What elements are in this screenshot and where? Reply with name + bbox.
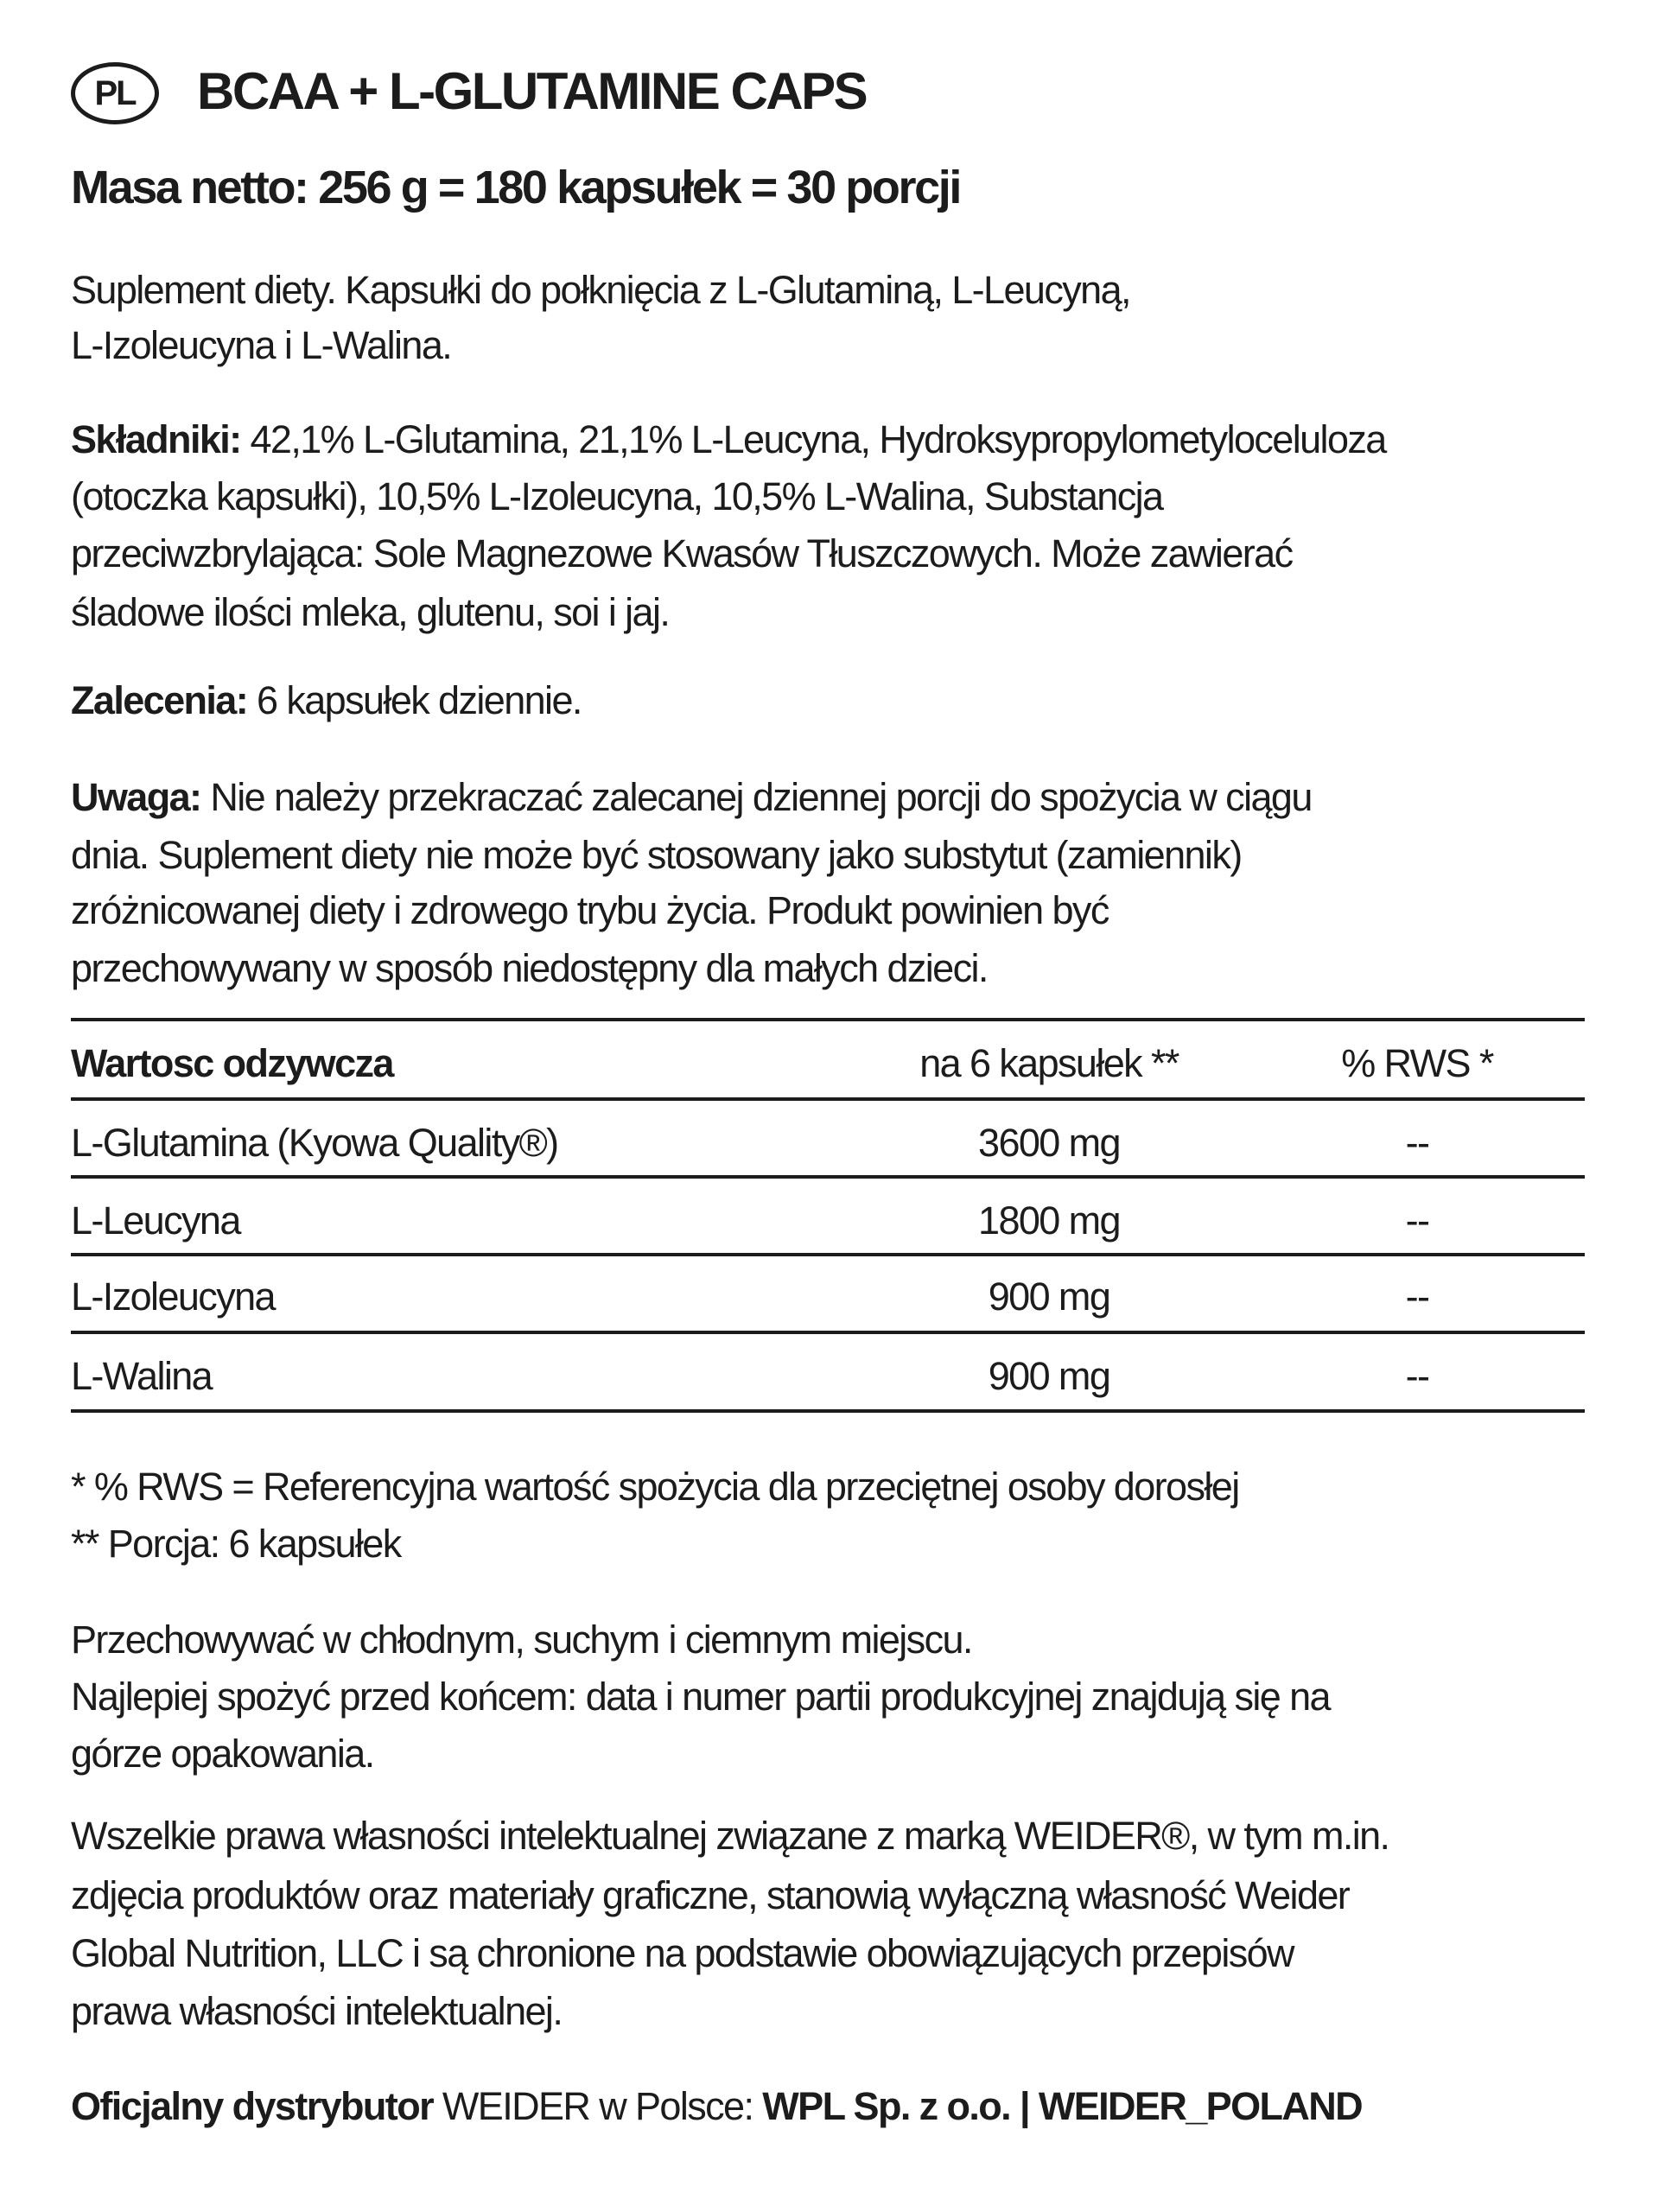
ingredients-label: Składniki:: [71, 417, 241, 461]
rights-line: prawa własności intelektualnej.: [71, 1989, 563, 2033]
rights-line: Global Nutrition, LLC i są chronione na podstawie obowiązujących przepisów: [71, 1931, 1294, 1975]
table-rule: [71, 1409, 1585, 1413]
ingredients-line: przeciwzbrylająca: Sole Magnezowe Kwasów Tłuszczowych. Może zawierać: [71, 531, 1293, 575]
warning-line: zróżnicowanej diety i zdrowego trybu życia. Produkt powinien być: [71, 888, 1109, 932]
net-mass: Masa netto: 256 g = 180 kapsułek = 30 porcji: [71, 162, 960, 213]
language-badge: PL: [71, 62, 159, 124]
warning-text: Nie należy przekraczać zalecanej dziennej porcji do spożycia w ciągu: [200, 775, 1312, 819]
table-header-amount: na 6 kapsułek **: [919, 1041, 1179, 1085]
ingredients-line: [71, 417, 1386, 461]
warning-label: Uwaga:: [71, 775, 201, 819]
table-header-rws: % RWS *: [1341, 1041, 1493, 1085]
rights-line: zdjęcia produktów oraz materiały graficzne, stanowią wyłączną własność Weider: [71, 1873, 1350, 1917]
storage-line: Przechowywać w chłodnym, suchym i ciemnym miejscu.: [71, 1618, 972, 1662]
table-rule: [71, 1253, 1585, 1256]
row-nutrient: L-Glutamina (Kyowa Quality®): [71, 1121, 558, 1165]
warning-line: dnia. Suplement diety nie może być stosowany jako substytut (zamiennik): [71, 833, 1242, 877]
table-rule: [71, 1175, 1585, 1179]
row-rws: --: [1405, 1198, 1429, 1243]
ingredients-line: śladowe ilości mleka, glutenu, soi i jaj.: [71, 590, 670, 634]
row-amount: 900 mg: [988, 1354, 1110, 1398]
product-title: BCAA + L-GLUTAMINE CAPS: [197, 62, 867, 120]
storage-line: Najlepiej spożyć przed końcem: data i numer partii produkcyjnej znajdują się na: [71, 1675, 1330, 1719]
warning-line: [71, 775, 1312, 819]
dosage-text: 6 kapsułek dziennie.: [247, 678, 582, 722]
row-amount: 3600 mg: [978, 1121, 1120, 1165]
row-nutrient: L-Izoleucyna: [71, 1274, 275, 1319]
distributor-name: WPL Sp. z o.o. | WEIDER_POLAND: [762, 2084, 1363, 2128]
intro-line: Suplement diety. Kapsułki do połknięcia z L-Glutaminą, L-Leucyną,: [71, 268, 1130, 312]
row-nutrient: L-Leucyna: [71, 1198, 240, 1243]
table-rule: [71, 1018, 1585, 1021]
ingredients-line: (otoczka kapsułki), 10,5% L-Izoleucyna, 10,5% L-Walina, Substancja: [71, 474, 1163, 518]
footnote: * % RWS = Referencyjna wartość spożycia dla przeciętnej osoby dorosłej: [71, 1465, 1239, 1509]
distributor-label: Oficjalny dystrybutor: [71, 2084, 433, 2128]
row-rws: --: [1405, 1121, 1429, 1165]
dosage-line: [71, 678, 582, 722]
footnote: ** Porcja: 6 kapsułek: [71, 1522, 401, 1566]
distributor-line: [71, 2084, 1363, 2128]
warning-line: przechowywany w sposób niedostępny dla małych dzieci.: [71, 946, 988, 990]
distributor-middle: WEIDER w Polsce:: [433, 2084, 763, 2128]
rights-line: Wszelkie prawa własności intelektualnej związane z marką WEIDER®, w tym m.in.: [71, 1814, 1389, 1858]
table-rule: [71, 1331, 1585, 1334]
table-rule: [71, 1097, 1585, 1101]
row-amount: 900 mg: [988, 1274, 1110, 1319]
row-rws: --: [1405, 1354, 1429, 1398]
dosage-label: Zalecenia:: [71, 678, 248, 722]
intro-line: L-Izoleucyna i L-Walina.: [71, 323, 452, 367]
row-rws: --: [1405, 1274, 1429, 1319]
ingredients-text: 42,1% L-Glutamina, 21,1% L-Leucyna, Hydroksypropylometyloceluloza: [240, 417, 1386, 461]
table-header-nutrient: Wartosc odzywcza: [71, 1041, 393, 1085]
row-nutrient: L-Walina: [71, 1354, 213, 1398]
storage-line: górze opakowania.: [71, 1732, 374, 1776]
row-amount: 1800 mg: [978, 1198, 1120, 1243]
